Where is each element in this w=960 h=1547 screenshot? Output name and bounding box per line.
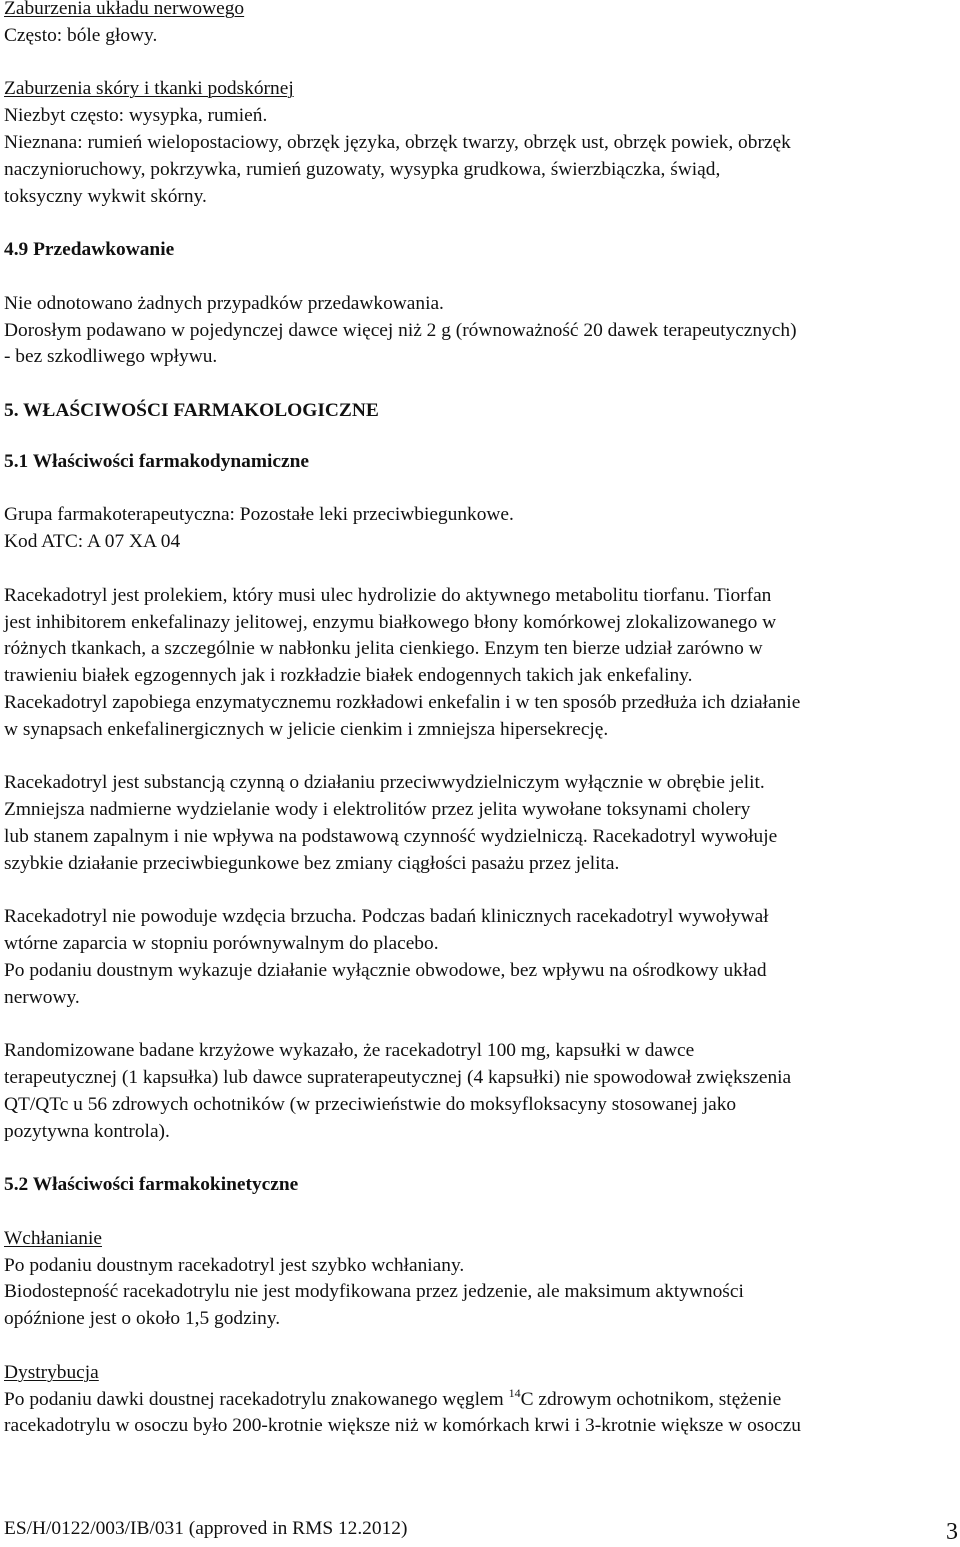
paragraph-line: Racekadotryl jest substancją czynną o działaniu przeciwwydzielniczym wyłącznie w obrębie jelit.: [4, 772, 765, 794]
section-heading-skin: Zaburzenia skóry i tkanki podskórnej: [4, 78, 294, 100]
absorption-text-line: opóźnione jest o około 1,5 godziny.: [4, 1308, 281, 1330]
spacer: [4, 556, 956, 583]
distribution-text-line: [4, 1387, 956, 1414]
paragraph-line: Randomizowane badane krzyżowe wykazało, że racekadotryl 100 mg, kapsułki w dawce: [4, 1040, 695, 1062]
heading-pharmacological-properties: 5. WŁAŚCIWOŚCI FARMAKOLOGICZNE: [4, 399, 379, 421]
paragraph-line: nerwowy.: [4, 986, 80, 1008]
paragraph-line: Zmniejsza nadmierne wydzielanie wody i elektrolitów przez jelita wywołane toksynami cholery: [4, 799, 751, 821]
distribution-text-after: C zdrowym ochotnikom, stężenie: [520, 1388, 782, 1410]
spacer: [4, 1333, 956, 1360]
spacer: [4, 371, 956, 398]
skin-text-line: Nieznana: rumień wielopostaciowy, obrzęk języka, obrzęk twarzy, obrzęk ust, obrzęk powiek, obrzęk: [4, 131, 791, 153]
spacer: [4, 425, 956, 449]
spacer: [4, 264, 956, 291]
paragraph-line: szybkie działanie przeciwbiegunkowe bez zmiany ciągłości pasażu przez jelita.: [4, 852, 620, 874]
spacer: [4, 50, 956, 77]
paragraph-line: trawieniu białek egzogennych jak i rozkładzie białek endogennych takich jak enkefaliny.: [4, 665, 693, 687]
skin-text-line: Niezbyt często: wysypka, rumień.: [4, 105, 268, 127]
heading-pharmacokinetic-properties: 5.2 Właściwości farmakokinetyczne: [4, 1174, 299, 1196]
pharmacotherapeutic-group: Grupa farmakoterapeutyczna: Pozostałe leki przeciwbiegunkowe.: [4, 504, 514, 526]
subheading-absorption: Wchłanianie: [4, 1227, 102, 1249]
spacer: [4, 744, 956, 771]
section-heading-nervous-system: Zaburzenia układu nerwowego: [4, 0, 245, 19]
spacer: [4, 210, 956, 237]
document-page: [4, 0, 956, 1440]
spacer: [4, 1199, 956, 1226]
paragraph-line: lub stanem zapalnym i nie wpływa na podstawową czynność wydzielniczą. Racekadotryl wywołuje: [4, 825, 778, 847]
paragraph-line: QT/QTc u 56 zdrowych ochotników (w przeciwieństwie do moksyfloksacyny stosowanej jako: [4, 1093, 737, 1115]
paragraph-line: różnych tkankach, a szczególnie w nabłonku jelita cienkiego. Enzym ten bierze udział zarówno w: [4, 638, 763, 660]
paragraph-line: Racekadotryl zapobiega enzymatycznemu rozkładowi enkefalin i w ten sposób przedłuża ich działanie: [4, 691, 801, 713]
heading-overdose: 4.9 Przedawkowanie: [4, 239, 175, 261]
atc-code: Kod ATC: A 07 XA 04: [4, 531, 181, 553]
distribution-text-line: racekadotrylu w osoczu było 200-krotnie większe niż w komórkach krwi i 3-krotnie większe w osoczu: [4, 1415, 801, 1437]
paragraph-line: jest inhibitorem enkefalinazy jelitowej, enzymu białkowego błony komórkowej zlokalizowanego w: [4, 611, 777, 633]
overdose-text-line: - bez szkodliwego wpływu.: [4, 346, 218, 368]
overdose-text-line: Dorosłym podawano w pojedynczej dawce więcej niż 2 g (równoważność 20 dawek terapeutycznych): [4, 319, 797, 341]
paragraph-line: Racekadotryl nie powoduje wzdęcia brzucha. Podczas badań klinicznych racekadotryl wywoływał: [4, 906, 769, 928]
spacer: [4, 878, 956, 905]
paragraph-line: Po podaniu doustnym wykazuje działanie wyłącznie obwodowe, bez wpływu na ośrodkowy układ: [4, 959, 767, 981]
heading-pharmacodynamic-properties: 5.1 Właściwości farmakodynamiczne: [4, 450, 310, 472]
paragraph-line: Racekadotryl jest prolekiem, który musi ulec hydrolizie do aktywnego metabolitu tiorfanu. Tiorfan: [4, 584, 772, 606]
distribution-text-before: Po podaniu dawki doustnej racekadotrylu znakowanego węglem: [4, 1388, 509, 1410]
paragraph-line: wtórne zaparcia w stopniu porównywalnym do placebo.: [4, 933, 439, 955]
spacer: [4, 1145, 956, 1172]
skin-text-line: naczynioruchowy, pokrzywka, rumień guzowaty, wysypka grudkowa, świerzbiączka, świąd,: [4, 158, 721, 180]
spacer: [4, 476, 956, 503]
paragraph-line: w synapsach enkefalinergicznych w jelicie cienkim i zmniejsza hipersekrecję.: [4, 718, 609, 740]
subheading-distribution: Dystrybucja: [4, 1361, 99, 1383]
paragraph-line: pozytywna kontrola).: [4, 1120, 170, 1142]
absorption-text-line: Po podaniu doustnym racekadotryl jest szybko wchłaniany.: [4, 1254, 465, 1276]
absorption-text-line: Biodostepność racekadotrylu nie jest modyfikowana przez jedzenie, ale maksimum aktywności: [4, 1281, 744, 1303]
footer-document-code: ES/H/0122/003/IB/031 (approved in RMS 12.2012): [4, 1518, 408, 1539]
overdose-text-line: Nie odnotowano żadnych przypadków przedawkowania.: [4, 292, 444, 314]
isotope-superscript: 14: [508, 1385, 521, 1400]
skin-text-line: toksyczny wykwit skórny.: [4, 185, 207, 207]
paragraph-line: terapeutycznej (1 kapsułka) lub dawce supraterapeutycznej (4 kapsułki) nie spowodował zwiększenia: [4, 1067, 792, 1089]
nervous-system-text: Często: bóle głowy.: [4, 24, 158, 46]
page-number: 3: [946, 1519, 958, 1545]
spacer: [4, 1011, 956, 1038]
